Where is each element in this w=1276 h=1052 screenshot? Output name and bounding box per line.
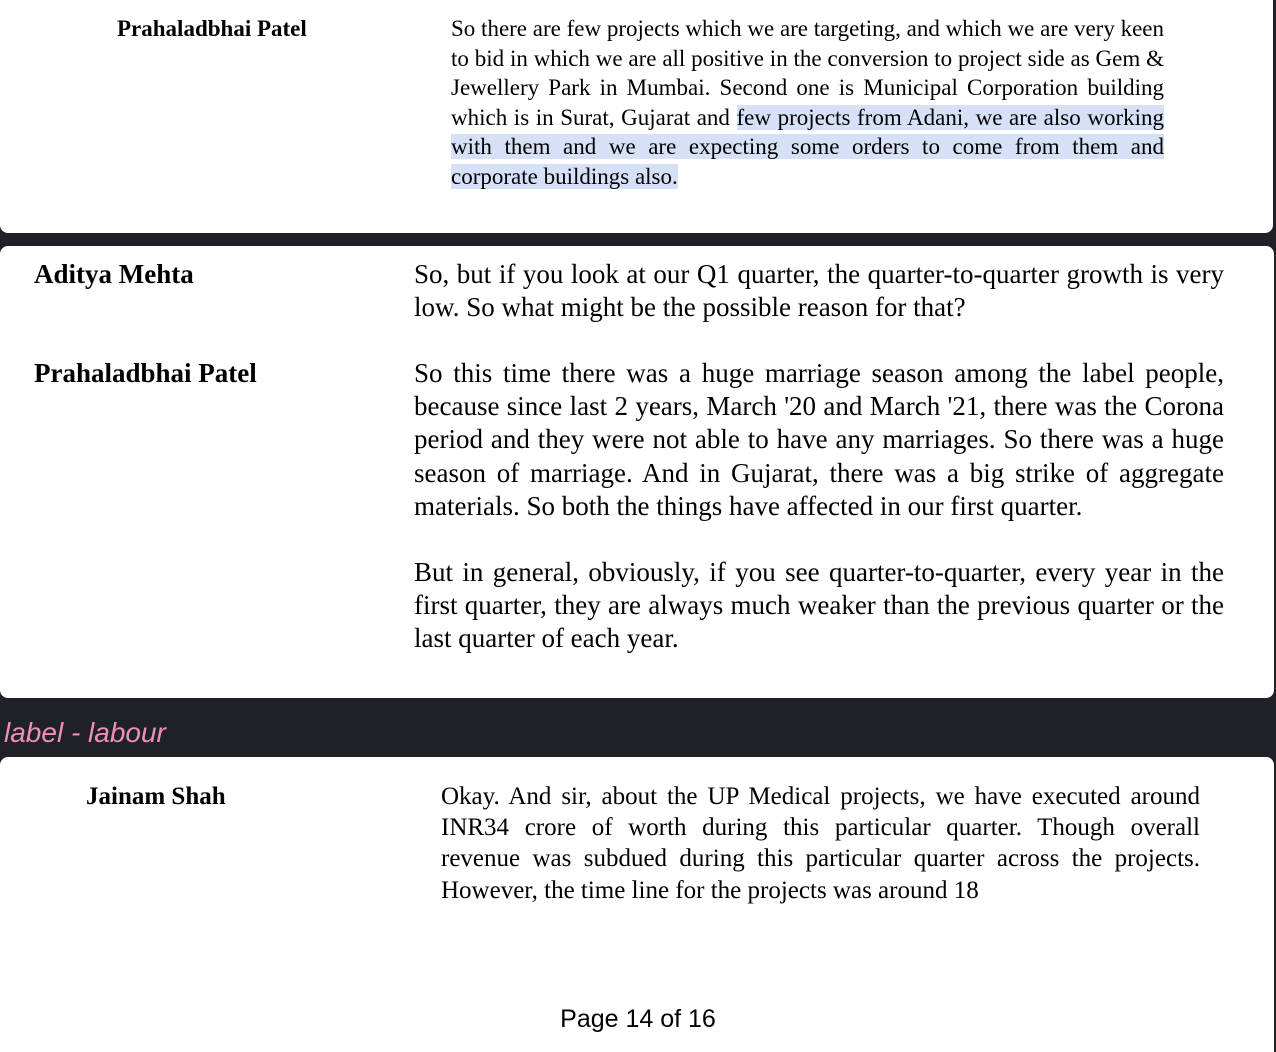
speech-paragraph: Okay. And sir, about the UP Medical projects, we have executed around INR34 crore of worth during this particular quarter. Though overall revenue was subdued during this particular quarter across the projects. However, the time line for the projects was around 18 xyxy=(441,783,1200,904)
speech-text xyxy=(414,258,1224,324)
page-number: Page 14 of 16 xyxy=(560,1005,716,1033)
highlighted-text-selection[interactable]: few projects from Adani, we are also working with them and we are expecting some orders to come from them and corporate buildings also. xyxy=(451,104,1164,189)
speech-text xyxy=(441,781,1200,906)
speech-text[interactable] xyxy=(451,14,1164,192)
speaker-name: Aditya Mehta xyxy=(34,259,194,289)
speaker-name: Prahaladbhai Patel xyxy=(117,16,307,41)
speech-paragraph: So this time there was a huge marriage season among the label people, because since last 2 years, March '20 and March '21, there was the Corona period and they were not able to have any marriages. So there was a huge season of marriage. And in Gujarat, there was a big strike of aggregate materials. So both the things have affected in our first quarter. xyxy=(414,358,1224,521)
transcript-card-2 xyxy=(0,246,1274,698)
speech-text xyxy=(414,357,1224,656)
speech-paragraph: But in general, obviously, if you see quarter-to-quarter, every year in the first quarter, they are always much weaker than the previous quarter or the last quarter of each year. xyxy=(414,557,1224,654)
speaker-name: Jainam Shah xyxy=(86,783,226,810)
speaker-name: Prahaladbhai Patel xyxy=(34,358,257,388)
speech-text-plain: So there are few projects which we are targeting, and which we are very keen to bid in which we are all positive in the conversion to project side as Gem & Jewellery Park in Mumbai. Second one is Municipal Corporation building which is in Surat, Gujarat and xyxy=(451,16,1164,130)
annotation-note: label - labour xyxy=(4,717,166,748)
speech-paragraph: So, but if you look at our Q1 quarter, the quarter-to-quarter growth is very low. So what might be the possible reason for that? xyxy=(414,259,1224,322)
transcript-card-1 xyxy=(0,0,1273,233)
